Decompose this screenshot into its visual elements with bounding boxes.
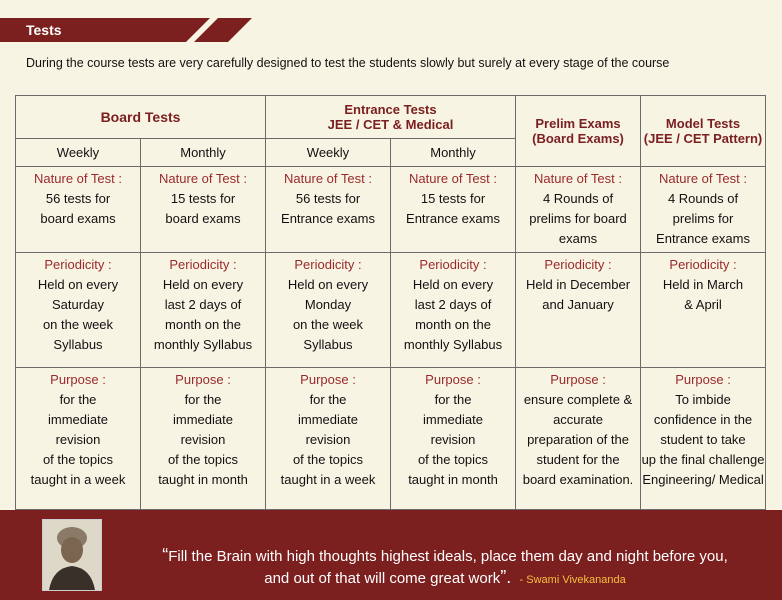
periodicity-text: on the week [42, 317, 114, 332]
nature-of-test-text: 4 Rounds of [542, 191, 614, 206]
periodicity-label: Periodicity : [544, 257, 612, 272]
purpose-text: revision [55, 432, 101, 447]
purpose-text: taught in month [158, 472, 248, 487]
purpose-row [16, 368, 766, 510]
purpose-cell [516, 368, 641, 510]
periodicity-text: monthly Syllabus [403, 337, 503, 352]
purpose-text: of the topics [42, 452, 114, 467]
purpose-text: of the topics [292, 452, 364, 467]
periodicity-label: Periodicity : [669, 257, 737, 272]
nature-of-test-text: prelims for board [529, 211, 627, 226]
entrance-tests-header: Entrance Tests JEE / CET & Medical [266, 96, 516, 139]
nature-of-test-text: 15 tests for [170, 191, 236, 206]
nature-of-test-text: Entrance exams [406, 211, 500, 226]
purpose-cell [141, 368, 266, 510]
nature-row [16, 167, 766, 253]
board-weekly-header: Weekly [16, 139, 141, 167]
periodicity-text: month on the [165, 317, 241, 332]
periodicity-label: Periodicity : [169, 257, 237, 272]
purpose-text: for the [184, 392, 222, 407]
purpose-text: taught in month [408, 472, 498, 487]
purpose-text: Engineering/ Medical [642, 472, 764, 487]
nature-of-test-label: Nature of Test : [284, 171, 372, 186]
purpose-label: Purpose : [50, 372, 106, 387]
quote-author: - Swami Vivekananda [519, 574, 626, 586]
nature-of-test-text: prelims for [672, 211, 734, 226]
purpose-text: revision [305, 432, 351, 447]
purpose-text: taught in a week [280, 472, 376, 487]
purpose-text: immediate [173, 412, 233, 427]
purpose-label: Purpose : [550, 372, 606, 387]
periodicity-cell [391, 253, 516, 368]
purpose-text: student to take [660, 432, 746, 447]
nature-of-test-cell [141, 167, 266, 253]
nature-of-test-text: exams [558, 231, 598, 246]
nature-of-test-text: 56 tests for [295, 191, 361, 206]
purpose-text: accurate [553, 412, 603, 427]
intro-text: During the course tests are very carefully designed to test the students slowly but surely at every stage of the course [26, 56, 670, 70]
purpose-text: To imbide [675, 392, 731, 407]
nature-of-test-text: Entrance exams [281, 211, 375, 226]
periodicity-label: Periodicity : [294, 257, 362, 272]
tests-table [15, 95, 766, 510]
purpose-text: confidence in the [653, 412, 753, 427]
nature-of-test-cell [16, 167, 141, 253]
author-portrait [42, 519, 102, 591]
purpose-label: Purpose : [175, 372, 231, 387]
section-title: Tests [26, 22, 62, 38]
purpose-text: for the [309, 392, 347, 407]
purpose-cell [391, 368, 516, 510]
entrance-monthly-header: Monthly [391, 139, 516, 167]
nature-of-test-cell [641, 167, 766, 253]
board-tests-header: Board Tests [16, 96, 266, 139]
purpose-cell [16, 368, 141, 510]
purpose-text: taught in a week [30, 472, 126, 487]
purpose-text: immediate [423, 412, 483, 427]
purpose-cell [641, 368, 766, 510]
periodicity-text: on the week [292, 317, 364, 332]
nature-of-test-cell [516, 167, 641, 253]
periodicity-text: last 2 days of [414, 297, 492, 312]
periodicity-cell [641, 253, 766, 368]
purpose-text: revision [180, 432, 226, 447]
purpose-label: Purpose : [300, 372, 356, 387]
nature-of-test-text: board exams [165, 211, 241, 226]
periodicity-text: Saturday [51, 297, 105, 312]
nature-of-test-cell [266, 167, 391, 253]
nature-of-test-label: Nature of Test : [34, 171, 122, 186]
periodicity-cell [141, 253, 266, 368]
periodicity-text: Held in March [662, 277, 744, 292]
model-tests-header: Model Tests (JEE / CET Pattern) [641, 96, 766, 167]
periodicity-cell [516, 253, 641, 368]
periodicity-row [16, 253, 766, 368]
footer-quote [120, 545, 770, 591]
purpose-text: ensure complete & [523, 392, 633, 407]
periodicity-text: Held on every [412, 277, 494, 292]
periodicity-text: Syllabus [53, 337, 103, 352]
nature-of-test-text: 4 Rounds of [667, 191, 739, 206]
periodicity-cell [16, 253, 141, 368]
nature-of-test-label: Nature of Test : [409, 171, 497, 186]
purpose-text: board examination. [522, 472, 634, 487]
periodicity-text: Held on every [287, 277, 369, 292]
nature-of-test-label: Nature of Test : [159, 171, 247, 186]
purpose-text: of the topics [417, 452, 489, 467]
periodicity-text: and January [542, 297, 614, 312]
periodicity-text: Held on every [162, 277, 244, 292]
header-banner-shape [0, 0, 782, 42]
purpose-label: Purpose : [425, 372, 481, 387]
nature-of-test-text: board exams [40, 211, 116, 226]
periodicity-label: Periodicity : [419, 257, 487, 272]
board-monthly-header: Monthly [141, 139, 266, 167]
prelim-exams-header: Prelim Exams (Board Exams) [516, 96, 641, 167]
periodicity-text: Syllabus [303, 337, 353, 352]
purpose-text: immediate [48, 412, 108, 427]
periodicity-text: Held on every [37, 277, 119, 292]
quote-close-mark: ”. [500, 567, 512, 587]
header-bar [0, 0, 782, 42]
periodicity-text: last 2 days of [164, 297, 242, 312]
nature-of-test-label: Nature of Test : [534, 171, 622, 186]
purpose-text: up the final challenge [641, 452, 765, 467]
purpose-text: of the topics [167, 452, 239, 467]
quote-line-2: and out of that will come great work [264, 570, 501, 587]
nature-of-test-text: 15 tests for [420, 191, 486, 206]
quote-line-1: Fill the Brain with high thoughts highest ideals, place them day and night before you, [168, 548, 728, 565]
purpose-text: preparation of the [527, 432, 629, 447]
purpose-text: revision [430, 432, 476, 447]
periodicity-cell [266, 253, 391, 368]
nature-of-test-label: Nature of Test : [659, 171, 747, 186]
purpose-label: Purpose : [675, 372, 731, 387]
nature-of-test-text: 56 tests for [45, 191, 111, 206]
periodicity-text: Held in December [525, 277, 631, 292]
nature-of-test-cell [391, 167, 516, 253]
purpose-text: immediate [298, 412, 358, 427]
quote-open-mark: “ [162, 545, 169, 565]
nature-of-test-text: Entrance exams [656, 231, 750, 246]
purpose-text: for the [59, 392, 97, 407]
periodicity-text: month on the [415, 317, 491, 332]
periodicity-text: Monday [304, 297, 352, 312]
periodicity-text: monthly Syllabus [153, 337, 253, 352]
purpose-text: student for the [536, 452, 620, 467]
entrance-weekly-header: Weekly [266, 139, 391, 167]
purpose-text: for the [434, 392, 472, 407]
periodicity-text: & April [684, 297, 722, 312]
purpose-cell [266, 368, 391, 510]
periodicity-label: Periodicity : [44, 257, 112, 272]
